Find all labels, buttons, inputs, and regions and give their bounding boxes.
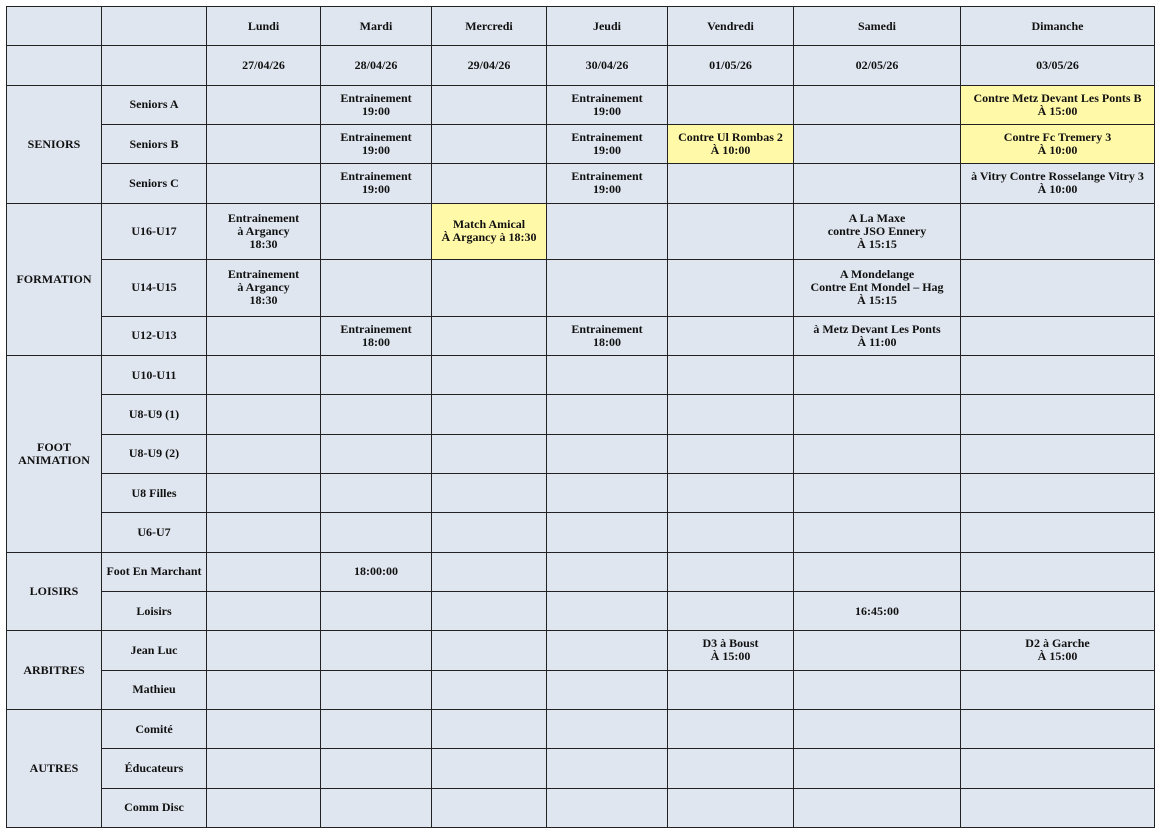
event-cell: [547, 709, 668, 748]
date-header: 29/04/26: [432, 46, 547, 85]
team-label: U10-U11: [102, 355, 207, 394]
table-row: [7, 513, 1155, 552]
event-cell: [668, 670, 794, 709]
team-label: U6-U7: [102, 513, 207, 552]
event-cell: [321, 513, 432, 552]
event-cell: [961, 591, 1155, 630]
event-cell: [668, 164, 794, 203]
event-cell: [547, 670, 668, 709]
event-cell: 18:00:00: [321, 552, 432, 591]
event-cell: [961, 513, 1155, 552]
team-label: U12-U13: [102, 316, 207, 355]
team-label: U8 Filles: [102, 473, 207, 512]
event-cell: [432, 316, 547, 355]
event-cell: [668, 513, 794, 552]
event-cell: [794, 709, 961, 748]
day-header: Samedi: [794, 7, 961, 46]
team-label: Seniors C: [102, 164, 207, 203]
corner-cell: [102, 46, 207, 85]
event-cell: Entrainement à Argancy 18:30: [207, 203, 321, 259]
event-cell: Entrainement 19:00: [321, 85, 432, 124]
team-label: U14-U15: [102, 260, 207, 316]
event-cell: [961, 709, 1155, 748]
table-row: [7, 260, 1155, 316]
event-cell: [207, 749, 321, 788]
event-cell: [547, 203, 668, 259]
event-cell: [794, 434, 961, 473]
event-cell: Entrainement 19:00: [547, 124, 668, 163]
group-label: AUTRES: [7, 709, 102, 827]
event-cell: [668, 552, 794, 591]
event-cell: [794, 631, 961, 670]
team-label: Seniors A: [102, 85, 207, 124]
event-cell: [961, 434, 1155, 473]
event-cell: [321, 631, 432, 670]
event-cell: [207, 434, 321, 473]
event-cell: Entrainement 19:00: [321, 164, 432, 203]
event-cell: [794, 670, 961, 709]
team-label: U16-U17: [102, 203, 207, 259]
group-label: ARBITRES: [7, 631, 102, 710]
team-label: Comité: [102, 709, 207, 748]
event-cell: [432, 85, 547, 124]
event-cell: [668, 316, 794, 355]
event-cell: [207, 473, 321, 512]
table-row: [7, 316, 1155, 355]
team-label: Seniors B: [102, 124, 207, 163]
event-cell-highlighted: Contre Fc Tremery 3 À 10:00: [961, 124, 1155, 163]
event-cell: [321, 788, 432, 827]
team-label: Loisirs: [102, 591, 207, 630]
event-cell: [321, 591, 432, 630]
event-cell: [961, 749, 1155, 788]
event-cell: [432, 552, 547, 591]
event-cell: [794, 473, 961, 512]
event-cell: [432, 164, 547, 203]
event-cell: [961, 203, 1155, 259]
table-row: [7, 709, 1155, 748]
event-cell: 16:45:00: [794, 591, 961, 630]
team-label: Éducateurs: [102, 749, 207, 788]
table-row: [7, 552, 1155, 591]
event-cell: [668, 473, 794, 512]
event-cell: [547, 631, 668, 670]
table-row: [7, 591, 1155, 630]
event-cell: [961, 316, 1155, 355]
group-label: FOOT ANIMATION: [7, 355, 102, 552]
event-cell: [794, 552, 961, 591]
event-cell: Entrainement 18:00: [321, 316, 432, 355]
event-cell: [547, 395, 668, 434]
event-cell: [432, 670, 547, 709]
event-cell-highlighted: Contre Metz Devant Les Ponts B À 15:00: [961, 85, 1155, 124]
team-label: Jean Luc: [102, 631, 207, 670]
table-row: [7, 395, 1155, 434]
event-cell: [547, 513, 668, 552]
event-cell: [207, 631, 321, 670]
event-cell: D3 à Boust À 15:00: [668, 631, 794, 670]
event-cell: [432, 434, 547, 473]
event-cell: [432, 513, 547, 552]
event-cell: [321, 749, 432, 788]
event-cell: [321, 260, 432, 316]
event-cell: Entrainement à Argancy 18:30: [207, 260, 321, 316]
event-cell: [207, 552, 321, 591]
event-cell: Entrainement 18:00: [547, 316, 668, 355]
date-header: 30/04/26: [547, 46, 668, 85]
event-cell: [668, 260, 794, 316]
event-cell: [321, 709, 432, 748]
day-header: Jeudi: [547, 7, 668, 46]
event-cell: [961, 788, 1155, 827]
event-cell: à Vitry Contre Rosselange Vitry 3 À 10:00: [961, 164, 1155, 203]
event-cell: [794, 395, 961, 434]
event-cell: [961, 670, 1155, 709]
event-cell: Entrainement 19:00: [547, 85, 668, 124]
event-cell: [432, 709, 547, 748]
corner-cell: [102, 7, 207, 46]
table-row: [7, 85, 1155, 124]
date-header: 27/04/26: [207, 46, 321, 85]
group-label: FORMATION: [7, 203, 102, 355]
day-header: Mercredi: [432, 7, 547, 46]
event-cell: [207, 788, 321, 827]
event-cell: D2 à Garche À 15:00: [961, 631, 1155, 670]
event-cell: [207, 709, 321, 748]
event-cell: [207, 316, 321, 355]
corner-cell: [7, 7, 102, 46]
event-cell: [207, 164, 321, 203]
table-row: [7, 631, 1155, 670]
event-cell: [794, 85, 961, 124]
event-cell: [794, 124, 961, 163]
weekly-schedule-table: [6, 6, 1155, 828]
event-cell: [668, 203, 794, 259]
event-cell: [207, 395, 321, 434]
event-cell: [668, 591, 794, 630]
event-cell: [432, 788, 547, 827]
event-cell: [794, 749, 961, 788]
day-header: Dimanche: [961, 7, 1155, 46]
event-cell: [432, 473, 547, 512]
schedule-body: [7, 7, 1155, 828]
group-label: LOISIRS: [7, 552, 102, 631]
table-row: [7, 355, 1155, 394]
event-cell: [668, 788, 794, 827]
event-cell: [547, 434, 668, 473]
event-cell: [668, 709, 794, 748]
date-header: 02/05/26: [794, 46, 961, 85]
event-cell: [961, 552, 1155, 591]
day-header: Lundi: [207, 7, 321, 46]
event-cell: [321, 355, 432, 394]
event-cell: A La Maxe contre JSO Ennery À 15:15: [794, 203, 961, 259]
event-cell: Entrainement 19:00: [321, 124, 432, 163]
group-label: SENIORS: [7, 85, 102, 203]
event-cell: [668, 434, 794, 473]
event-cell: [432, 124, 547, 163]
event-cell: [432, 591, 547, 630]
table-row: [7, 124, 1155, 163]
header-row-dates: [7, 46, 1155, 85]
event-cell: [794, 355, 961, 394]
table-row: [7, 788, 1155, 827]
team-label: U8-U9 (1): [102, 395, 207, 434]
event-cell: [321, 203, 432, 259]
event-cell: [794, 164, 961, 203]
event-cell: [207, 591, 321, 630]
event-cell: A Mondelange Contre Ent Mondel – Hag À 15:15: [794, 260, 961, 316]
table-row: [7, 203, 1155, 259]
table-row: [7, 749, 1155, 788]
event-cell: [961, 473, 1155, 512]
event-cell: [432, 260, 547, 316]
corner-cell: [7, 46, 102, 85]
event-cell: [207, 670, 321, 709]
date-header: 03/05/26: [961, 46, 1155, 85]
event-cell: [432, 749, 547, 788]
team-label: Comm Disc: [102, 788, 207, 827]
event-cell: [207, 85, 321, 124]
table-row: [7, 670, 1155, 709]
team-label: U8-U9 (2): [102, 434, 207, 473]
event-cell: [961, 260, 1155, 316]
day-header: Mardi: [321, 7, 432, 46]
team-label: Mathieu: [102, 670, 207, 709]
event-cell: [207, 355, 321, 394]
date-header: 01/05/26: [668, 46, 794, 85]
event-cell: [668, 355, 794, 394]
event-cell: Entrainement 19:00: [547, 164, 668, 203]
event-cell: [321, 395, 432, 434]
event-cell: [547, 355, 668, 394]
event-cell: [668, 395, 794, 434]
event-cell-highlighted: Contre Ul Rombas 2 À 10:00: [668, 124, 794, 163]
date-header: 28/04/26: [321, 46, 432, 85]
event-cell: [547, 591, 668, 630]
header-row-days: [7, 7, 1155, 46]
table-row: [7, 164, 1155, 203]
event-cell: [321, 473, 432, 512]
event-cell: [547, 552, 668, 591]
event-cell: [961, 395, 1155, 434]
event-cell: [668, 749, 794, 788]
event-cell: [547, 788, 668, 827]
table-row: [7, 434, 1155, 473]
team-label: Foot En Marchant: [102, 552, 207, 591]
event-cell: [432, 631, 547, 670]
event-cell: [547, 749, 668, 788]
event-cell: [547, 473, 668, 512]
event-cell: [794, 788, 961, 827]
event-cell-highlighted: Match Amical À Argancy à 18:30: [432, 203, 547, 259]
table-row: [7, 473, 1155, 512]
event-cell: [321, 670, 432, 709]
event-cell: [547, 260, 668, 316]
event-cell: [961, 355, 1155, 394]
event-cell: [321, 434, 432, 473]
event-cell: [207, 124, 321, 163]
day-header: Vendredi: [668, 7, 794, 46]
event-cell: [432, 355, 547, 394]
event-cell: [432, 395, 547, 434]
event-cell: à Metz Devant Les Ponts À 11:00: [794, 316, 961, 355]
event-cell: [207, 513, 321, 552]
event-cell: [668, 85, 794, 124]
event-cell: [794, 513, 961, 552]
